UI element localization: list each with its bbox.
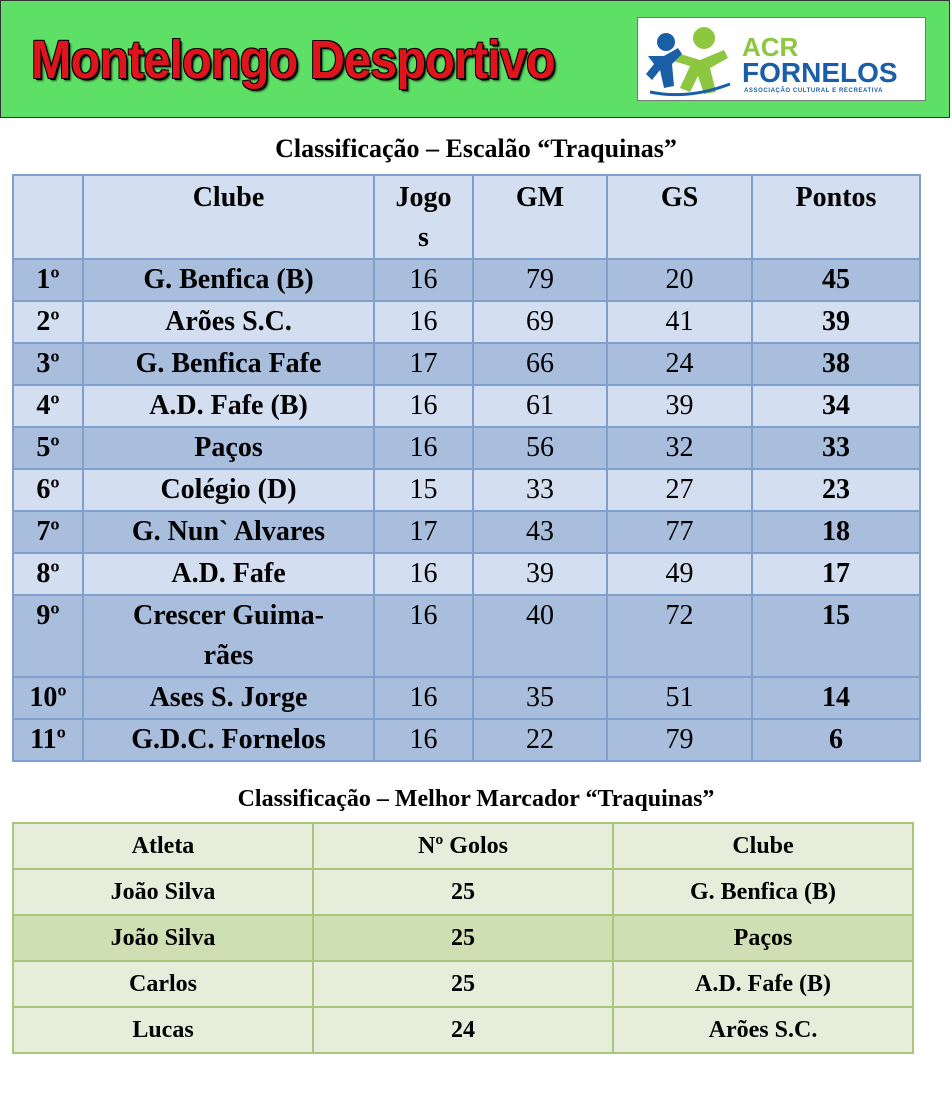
logo-subtitle: ASSOCIAÇÃO CULTURAL E RECREATIVA <box>744 88 884 94</box>
header-goals-against: GS <box>607 175 752 259</box>
row-games: 17 <box>374 343 473 385</box>
row-points: 15 <box>752 595 920 677</box>
scorers-header-row <box>13 823 913 869</box>
row-position: 5º <box>13 427 83 469</box>
row-club <box>83 595 374 677</box>
row-games: 16 <box>374 719 473 761</box>
row-games: 16 <box>374 385 473 427</box>
row-points: 17 <box>752 553 920 595</box>
table-row <box>13 719 920 761</box>
table-row <box>13 869 913 915</box>
row-club: G.D.C. Fornelos <box>83 719 374 761</box>
row-position: 11º <box>13 719 83 761</box>
row-club-line2: rães <box>203 640 254 671</box>
row-goals-against: 39 <box>607 385 752 427</box>
header-points: Pontos <box>752 175 920 259</box>
row-goals-for: 39 <box>473 553 607 595</box>
row-games: 17 <box>374 511 473 553</box>
row-goals-against: 41 <box>607 301 752 343</box>
row-goals-against: 24 <box>607 343 752 385</box>
row-goals-for: 79 <box>473 259 607 301</box>
scorer-goals: 24 <box>313 1007 613 1053</box>
header-scorer-club: Clube <box>613 823 913 869</box>
table-row <box>13 915 913 961</box>
row-points: 14 <box>752 677 920 719</box>
row-games: 16 <box>374 259 473 301</box>
row-games: 16 <box>374 553 473 595</box>
scorers-table <box>12 822 914 1054</box>
table-row <box>13 385 920 427</box>
scorer-club: Arões S.C. <box>613 1007 913 1053</box>
scorer-athlete: João Silva <box>13 915 313 961</box>
row-points: 33 <box>752 427 920 469</box>
row-club: G. Nun` Alvares <box>83 511 374 553</box>
header-games-line1: Jogo <box>395 182 452 213</box>
scorer-goals: 25 <box>313 961 613 1007</box>
row-position: 8º <box>13 553 83 595</box>
row-points: 38 <box>752 343 920 385</box>
table-row <box>13 961 913 1007</box>
header-athlete: Atleta <box>13 823 313 869</box>
row-goals-against: 27 <box>607 469 752 511</box>
row-goals-for: 43 <box>473 511 607 553</box>
row-points: 45 <box>752 259 920 301</box>
scorer-club: Paços <box>613 915 913 961</box>
row-club: A.D. Fafe (B) <box>83 385 374 427</box>
row-goals-for: 56 <box>473 427 607 469</box>
table-row <box>13 301 920 343</box>
standings-table <box>12 174 921 762</box>
table-row <box>13 427 920 469</box>
scorer-goals: 25 <box>313 915 613 961</box>
row-games: 16 <box>374 677 473 719</box>
row-goals-for: 61 <box>473 385 607 427</box>
standings-header-row <box>13 175 920 259</box>
row-goals-for: 66 <box>473 343 607 385</box>
row-goals-against: 20 <box>607 259 752 301</box>
row-club: G. Benfica (B) <box>83 259 374 301</box>
row-points: 6 <box>752 719 920 761</box>
row-goals-for: 69 <box>473 301 607 343</box>
row-goals-against: 32 <box>607 427 752 469</box>
scorers-title: Classificação – Melhor Marcador “Traquinas” <box>237 786 715 812</box>
row-position: 3º <box>13 343 83 385</box>
row-points: 34 <box>752 385 920 427</box>
row-points: 39 <box>752 301 920 343</box>
header-games-line2: s <box>418 222 429 253</box>
row-position: 10º <box>13 677 83 719</box>
row-position: 4º <box>13 385 83 427</box>
logo-text-acr: ACR <box>742 32 799 62</box>
header-club: Clube <box>83 175 374 259</box>
row-games: 15 <box>374 469 473 511</box>
header-games <box>374 175 473 259</box>
scorer-goals: 25 <box>313 869 613 915</box>
row-club: A.D. Fafe <box>83 553 374 595</box>
row-club: Paços <box>83 427 374 469</box>
table-row <box>13 677 920 719</box>
row-goals-against: 49 <box>607 553 752 595</box>
row-games: 16 <box>374 301 473 343</box>
row-club: Colégio (D) <box>83 469 374 511</box>
standings-title: Classificação – Escalão “Traquinas” <box>275 134 677 163</box>
table-row <box>13 511 920 553</box>
row-games: 16 <box>374 427 473 469</box>
row-position: 7º <box>13 511 83 553</box>
people-logo-icon <box>644 22 740 98</box>
header-goals: Nº Golos <box>313 823 613 869</box>
row-club: Ases S. Jorge <box>83 677 374 719</box>
row-club: G. Benfica Fafe <box>83 343 374 385</box>
scorer-athlete: Lucas <box>13 1007 313 1053</box>
row-club: Arões S.C. <box>83 301 374 343</box>
page-title: Montelongo Desportivo <box>31 30 555 90</box>
row-goals-against: 51 <box>607 677 752 719</box>
row-position: 6º <box>13 469 83 511</box>
row-goals-for: 22 <box>473 719 607 761</box>
table-row <box>13 595 920 677</box>
header-banner <box>0 0 950 118</box>
scorer-club: G. Benfica (B) <box>613 869 913 915</box>
club-logo <box>637 17 926 101</box>
scorer-athlete: Carlos <box>13 961 313 1007</box>
table-row <box>13 343 920 385</box>
table-row <box>13 1007 913 1053</box>
table-row <box>13 469 920 511</box>
table-row <box>13 553 920 595</box>
row-goals-against: 79 <box>607 719 752 761</box>
row-goals-for: 33 <box>473 469 607 511</box>
row-games: 16 <box>374 595 473 677</box>
scorer-athlete: João Silva <box>13 869 313 915</box>
logo-text-fornelos: FORNELOS <box>742 57 898 88</box>
table-row <box>13 259 920 301</box>
row-position: 2º <box>13 301 83 343</box>
row-club-line1: Crescer Guima- <box>132 600 325 631</box>
row-points: 23 <box>752 469 920 511</box>
header-goals-for: GM <box>473 175 607 259</box>
row-goals-against: 72 <box>607 595 752 677</box>
row-goals-for: 40 <box>473 595 607 677</box>
row-goals-for: 35 <box>473 677 607 719</box>
row-position: 9º <box>13 595 83 677</box>
row-position: 1º <box>13 259 83 301</box>
row-goals-against: 77 <box>607 511 752 553</box>
row-points: 18 <box>752 511 920 553</box>
header-position <box>13 175 83 259</box>
scorer-club: A.D. Fafe (B) <box>613 961 913 1007</box>
